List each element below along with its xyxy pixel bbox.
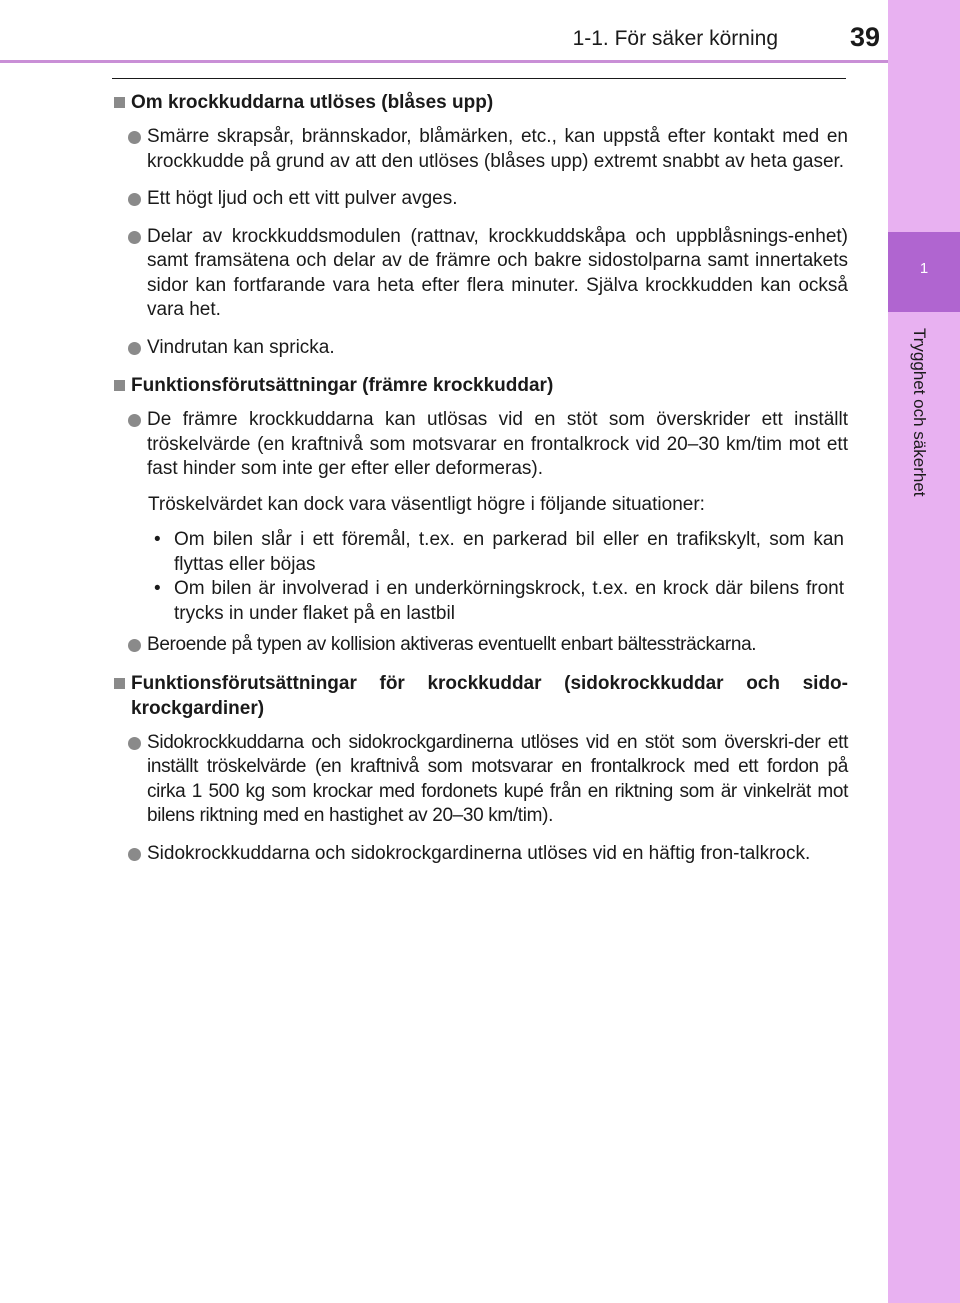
list-item-text: Smärre skrapsår, brännskador, blåmärken, etc., kan uppstå efter kontakt med en krockkudde på grund av att den utlöses (blåses upp) extremt snabbt av heta gaser. — [147, 126, 848, 172]
section-heading-text: Funktionsförutsättningar för krockkuddar (sidokrockkuddar och sido-krockgardiner) — [131, 672, 848, 719]
section-heading — [112, 90, 848, 115]
list-item — [128, 187, 848, 212]
circle-bullet-icon — [128, 848, 141, 861]
list-item-text: Delar av krockkuddsmodulen (rattnav, krockkuddskåpa och uppblåsnings-enhet) samt framsätena och delar av de främre och bakre sidostolparna samt innertakets sidor kan fortfarande vara heta efter flera minuter. Själva krockkudden kan också vara het. — [147, 225, 848, 320]
list-item — [128, 842, 848, 867]
list-item — [128, 408, 848, 482]
chapter-tab-number: 1 — [919, 260, 929, 277]
circle-bullet-icon — [128, 639, 141, 652]
circle-bullet-icon — [128, 131, 141, 144]
list-item — [128, 731, 848, 829]
circle-bullet-icon — [128, 231, 141, 244]
content-top-rule — [112, 78, 846, 79]
list-item-text: Sidokrockkuddarna och sidokrockgardinerna utlöses vid en häftig fron-talkrock. — [147, 842, 811, 864]
list-item-text: Vindrutan kan spricka. — [147, 336, 335, 358]
list-item — [128, 633, 848, 658]
list-item — [128, 336, 848, 361]
section-header-title: 1-1. För säker körning — [572, 27, 778, 50]
list-item — [128, 225, 848, 323]
square-bullet-icon — [114, 97, 125, 108]
sub-list-item-text: Om bilen slår i ett föremål, t.ex. en parkerad bil eller en trafikskylt, som kan flyttas eller böjas — [174, 529, 844, 575]
square-bullet-icon — [114, 678, 125, 689]
side-strip — [888, 0, 960, 1303]
square-bullet-icon — [114, 380, 125, 391]
chapter-title: Trygghet och säkerhet — [910, 328, 929, 497]
list-item-text: Beroende på typen av kollision aktiveras eventuellt enbart bältessträckarna. — [147, 634, 757, 655]
page-number: 39 — [849, 22, 880, 52]
sub-list-item — [154, 528, 848, 577]
circle-bullet-icon — [128, 414, 141, 427]
sub-list-item — [154, 577, 848, 626]
header-rule — [0, 60, 888, 63]
section-heading-text: Om krockkuddarna utlöses (blåses upp) — [131, 92, 494, 113]
sub-list-item-text: Om bilen är involverad i en underkörningskrock, t.ex. en krock där bilens front trycks in under flaket på en lastbil — [174, 578, 844, 624]
list-item-text: Ett högt ljud och ett vitt pulver avges. — [147, 188, 458, 209]
dot-bullet-icon: • — [154, 529, 161, 550]
circle-bullet-icon — [128, 193, 141, 206]
section-heading — [112, 373, 848, 398]
dot-bullet-icon: • — [154, 578, 161, 599]
list-item-text: Sidokrockkuddarna och sidokrockgardinerna utlöses vid en stöt som överskri-der ett inställt tröskelvärde (en kraftnivå som motsvarar en frontalkrock med ett fordon på cirka 1 500 kg som krockar med fordonets kupé från en riktning som är vinkelrät mot bilens riktning med en hastighet av 20–30 km/tim). — [147, 731, 848, 826]
paragraph: Tröskelvärdet kan dock vara väsentligt högre i följande situationer: — [148, 493, 705, 515]
page-content — [112, 90, 848, 879]
circle-bullet-icon — [128, 737, 141, 750]
section-heading — [112, 671, 848, 721]
circle-bullet-icon — [128, 342, 141, 355]
section-heading-text: Funktionsförutsättningar (främre krockkuddar) — [131, 375, 554, 396]
list-item-text: De främre krockkuddarna kan utlösas vid en stöt som överskrider ett inställt tröskelvärde (en kraftnivå som motsvarar en frontalkrock vid 20–30 km/tim mot ett fast hinder som inte ger efter eller deformeras). — [147, 409, 848, 479]
list-item — [128, 125, 848, 174]
